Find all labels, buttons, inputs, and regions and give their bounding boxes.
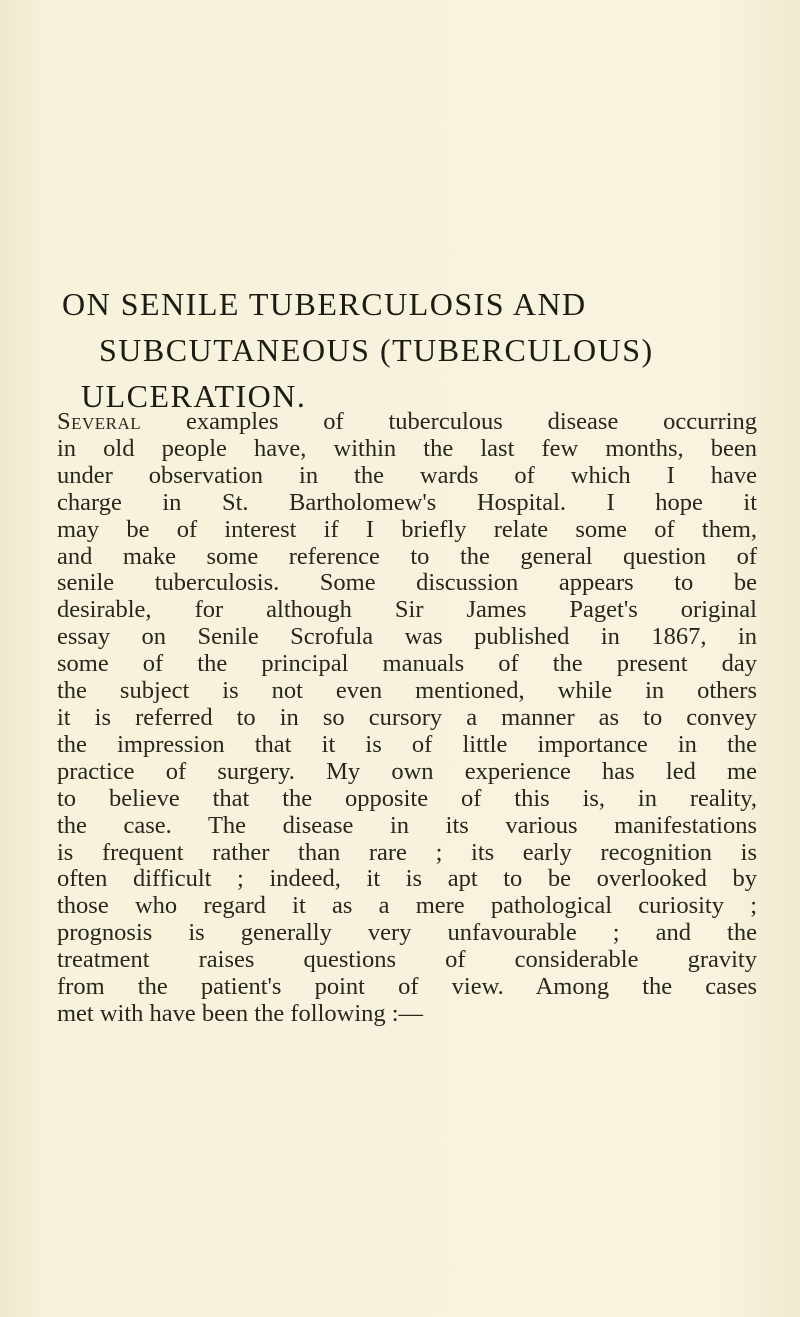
paragraph-line: those who regard it as a mere pathological curiosity ; bbox=[57, 892, 757, 920]
paragraph-line: may be of interest if I briefly relate some of them, bbox=[57, 515, 757, 543]
paragraph-line: the subject is not even mentioned, while in others bbox=[57, 677, 757, 705]
paragraph-line: treatment raises questions of considerable gravity bbox=[57, 946, 757, 974]
paragraph-line: often difficult ; indeed, it is apt to be overlooked by bbox=[57, 865, 757, 893]
paragraph-line: from the patient's point of view. Among the cases bbox=[57, 973, 757, 1001]
paragraph-line: is frequent rather than rare ; its early recognition is bbox=[57, 838, 757, 866]
paragraph-line: it is referred to in so cursory a manner as to convey bbox=[57, 703, 757, 731]
title-line-2: SUBCUTANEOUS (TUBERCULOUS) bbox=[99, 332, 654, 368]
paragraph-line-1 bbox=[57, 409, 757, 436]
lead-word: Several bbox=[57, 408, 142, 435]
paragraph-line: the case. The disease in its various manifestations bbox=[57, 811, 757, 839]
paragraph-line: in old people have, within the last few months, been bbox=[57, 434, 757, 462]
paragraph-line: some of the principal manuals of the present day bbox=[57, 650, 757, 678]
paragraph-last-line: met with have been the following :— bbox=[57, 999, 424, 1027]
paragraph-line: under observation in the wards of which I have bbox=[57, 461, 757, 489]
paragraph-line: and make some reference to the general question of bbox=[57, 542, 757, 570]
paragraph-line: charge in St. Bartholomew's Hospital. I hope it bbox=[57, 488, 757, 516]
chapter-title bbox=[62, 281, 742, 419]
title-line-1: ON SENILE TUBERCULOSIS AND bbox=[62, 286, 587, 322]
paragraph-line-text: examples of tuberculous disease occurring bbox=[141, 408, 757, 435]
body-paragraph bbox=[57, 409, 757, 1028]
paragraph-line: practice of surgery. My own experience has led me bbox=[57, 757, 757, 785]
paragraph-line: desirable, for although Sir James Paget's original bbox=[57, 596, 757, 624]
paragraph-line: senile tuberculosis. Some discussion appears to be bbox=[57, 569, 757, 597]
paragraph-line: to believe that the opposite of this is, in reality, bbox=[57, 784, 757, 812]
title-line-3: ULCERATION. bbox=[81, 378, 307, 414]
paragraph-line: essay on Senile Scrofula was published in 1867, in bbox=[57, 623, 757, 651]
paragraph-line: prognosis is generally very unfavourable ; and the bbox=[57, 919, 757, 947]
paragraph-line: the impression that it is of little importance in the bbox=[57, 730, 757, 758]
